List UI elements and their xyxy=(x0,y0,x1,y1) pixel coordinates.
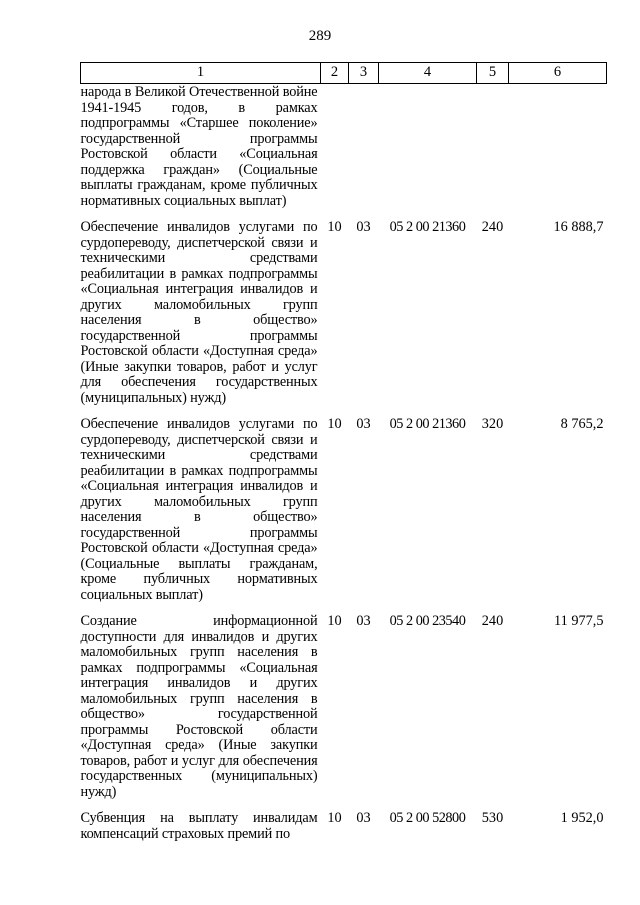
row-description: Обеспечение инвалидов услугами по сурдопереводу, диспетчерской связи и техническими средствами реабилитации в рамках подпрограммы «Социальная интеграция инвалидов и других маломобильных групп населения в общество» государственной программы Ростовской области «Доступная среда» (Иные закупки товаров, работ и услуг для обеспечения государственных (муниципальных) нужд) xyxy=(80,219,318,406)
page-number: 289 xyxy=(308,28,332,44)
table-header xyxy=(81,63,607,84)
row-expense-type xyxy=(477,84,509,221)
header-row xyxy=(81,63,607,84)
row-subsection: 03 xyxy=(356,219,371,235)
row-expense-type: 240 xyxy=(481,613,504,629)
header-col-6: 6 xyxy=(509,63,607,84)
table-row xyxy=(81,84,607,221)
row-sum: 11 977,5 xyxy=(553,613,604,629)
row-section: 10 xyxy=(327,219,342,235)
row-subsection: 03 xyxy=(356,416,371,432)
table-row xyxy=(81,417,607,614)
row-section: 10 xyxy=(327,613,342,629)
row-expense-type: 320 xyxy=(481,416,504,432)
row-expense-type: 530 xyxy=(481,810,504,826)
row-target-article: 05 2 00 52800 xyxy=(389,810,466,826)
header-col-2: 2 xyxy=(321,63,349,84)
table-row xyxy=(81,811,607,853)
row-expense-type: 240 xyxy=(481,219,504,235)
row-subsection xyxy=(349,84,379,221)
row-target-article: 05 2 00 21360 xyxy=(389,219,466,235)
row-subsection: 03 xyxy=(356,613,371,629)
row-sum: 1 952,0 xyxy=(560,810,604,826)
table-row xyxy=(81,614,607,811)
table-body xyxy=(81,84,607,854)
row-description: Обеспечение инвалидов услугами по сурдопереводу, диспетчерской связи и техническими средствами реабилитации в рамках подпрограммы «Социальная интеграция инвалидов и других маломобильных групп населения в общество» государственной программы Ростовской области «Доступная среда» (Социальные выплаты гражданам, кроме публичных нормативных социальных выплат) xyxy=(80,416,318,603)
row-sum: 16 888,7 xyxy=(553,219,604,235)
row-target-article: 05 2 00 21360 xyxy=(389,416,466,432)
row-description: народа в Великой Отечественной войне 1941-1945 годов, в рамках подпрограммы «Старшее поколение» государственной программы Ростовской области «Социальная поддержка граждан» (Социальные выплаты гражданам, кроме публичных нормативных социальных выплат) xyxy=(80,84,318,209)
row-description: Субвенция на выплату инвалидам компенсаций страховых премий по xyxy=(80,810,318,842)
header-col-5: 5 xyxy=(477,63,509,84)
row-description: Создание информационной доступности для инвалидов и других маломобильных групп населения в рамках подпрограммы «Социальная интеграция инвалидов и других маломобильных групп населения в общество» государственной программы Ростовской области «Доступная среда» (Иные закупки товаров, работ и услуг для обеспечения государственных (муниципальных) нужд) xyxy=(80,613,318,800)
row-subsection: 03 xyxy=(356,810,371,826)
header-col-3: 3 xyxy=(349,63,379,84)
row-target-article: 05 2 00 23540 xyxy=(389,613,466,629)
row-section: 10 xyxy=(327,810,342,826)
row-target-article xyxy=(379,84,477,221)
row-sum: 8 765,2 xyxy=(560,416,604,432)
row-section xyxy=(321,84,349,221)
header-col-1: 1 xyxy=(81,63,321,84)
table-row xyxy=(81,220,607,417)
header-col-4: 4 xyxy=(379,63,477,84)
row-section: 10 xyxy=(327,416,342,432)
budget-table xyxy=(80,62,607,853)
row-sum xyxy=(509,84,607,221)
